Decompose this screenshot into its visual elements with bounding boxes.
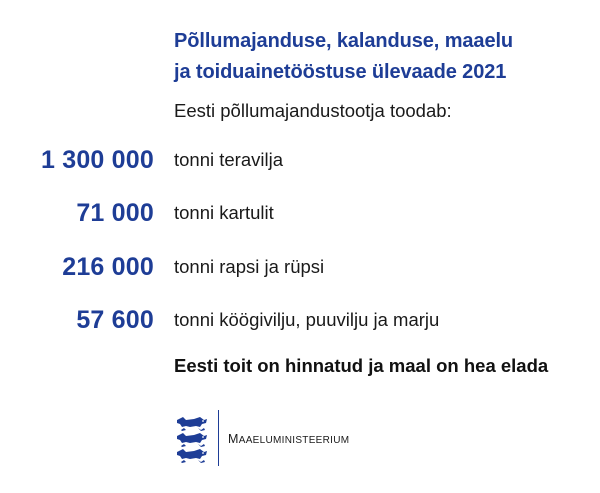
report-title xyxy=(174,26,584,88)
ministry-name-initial: M xyxy=(228,432,239,446)
stat-value: 71 000 xyxy=(76,199,154,227)
stat-row xyxy=(0,250,600,284)
stat-row xyxy=(0,196,600,230)
report-title-line-1: Põllumajanduse, kalanduse, maaelu xyxy=(174,30,514,52)
stat-row xyxy=(0,303,600,337)
stat-label: tonni köögivilju, puuvilju ja marju xyxy=(174,309,440,330)
stat-label: tonni kartulit xyxy=(174,202,274,223)
ministry-name-rest: AAELUMINISTEERIUM xyxy=(238,435,350,446)
stat-label: tonni rapsi ja rüpsi xyxy=(174,256,325,277)
stat-value: 1 300 000 xyxy=(40,146,154,174)
report-title-line-2: ja toiduainetööstuse ülevaade 2021 xyxy=(174,61,507,83)
stat-value: 57 600 xyxy=(76,306,154,334)
ministry-logo xyxy=(174,410,434,466)
ministry-name xyxy=(228,432,349,446)
stat-value: 216 000 xyxy=(62,253,154,281)
logo-divider xyxy=(218,410,219,466)
stat-label: tonni teravilja xyxy=(174,149,284,170)
stat-row xyxy=(0,143,600,177)
intro-text: Eesti põllumajandustootja toodab: xyxy=(174,100,452,121)
estonian-coat-of-arms-icon xyxy=(174,414,210,464)
slogan: Eesti toit on hinnatud ja maal on hea elada xyxy=(174,355,549,376)
